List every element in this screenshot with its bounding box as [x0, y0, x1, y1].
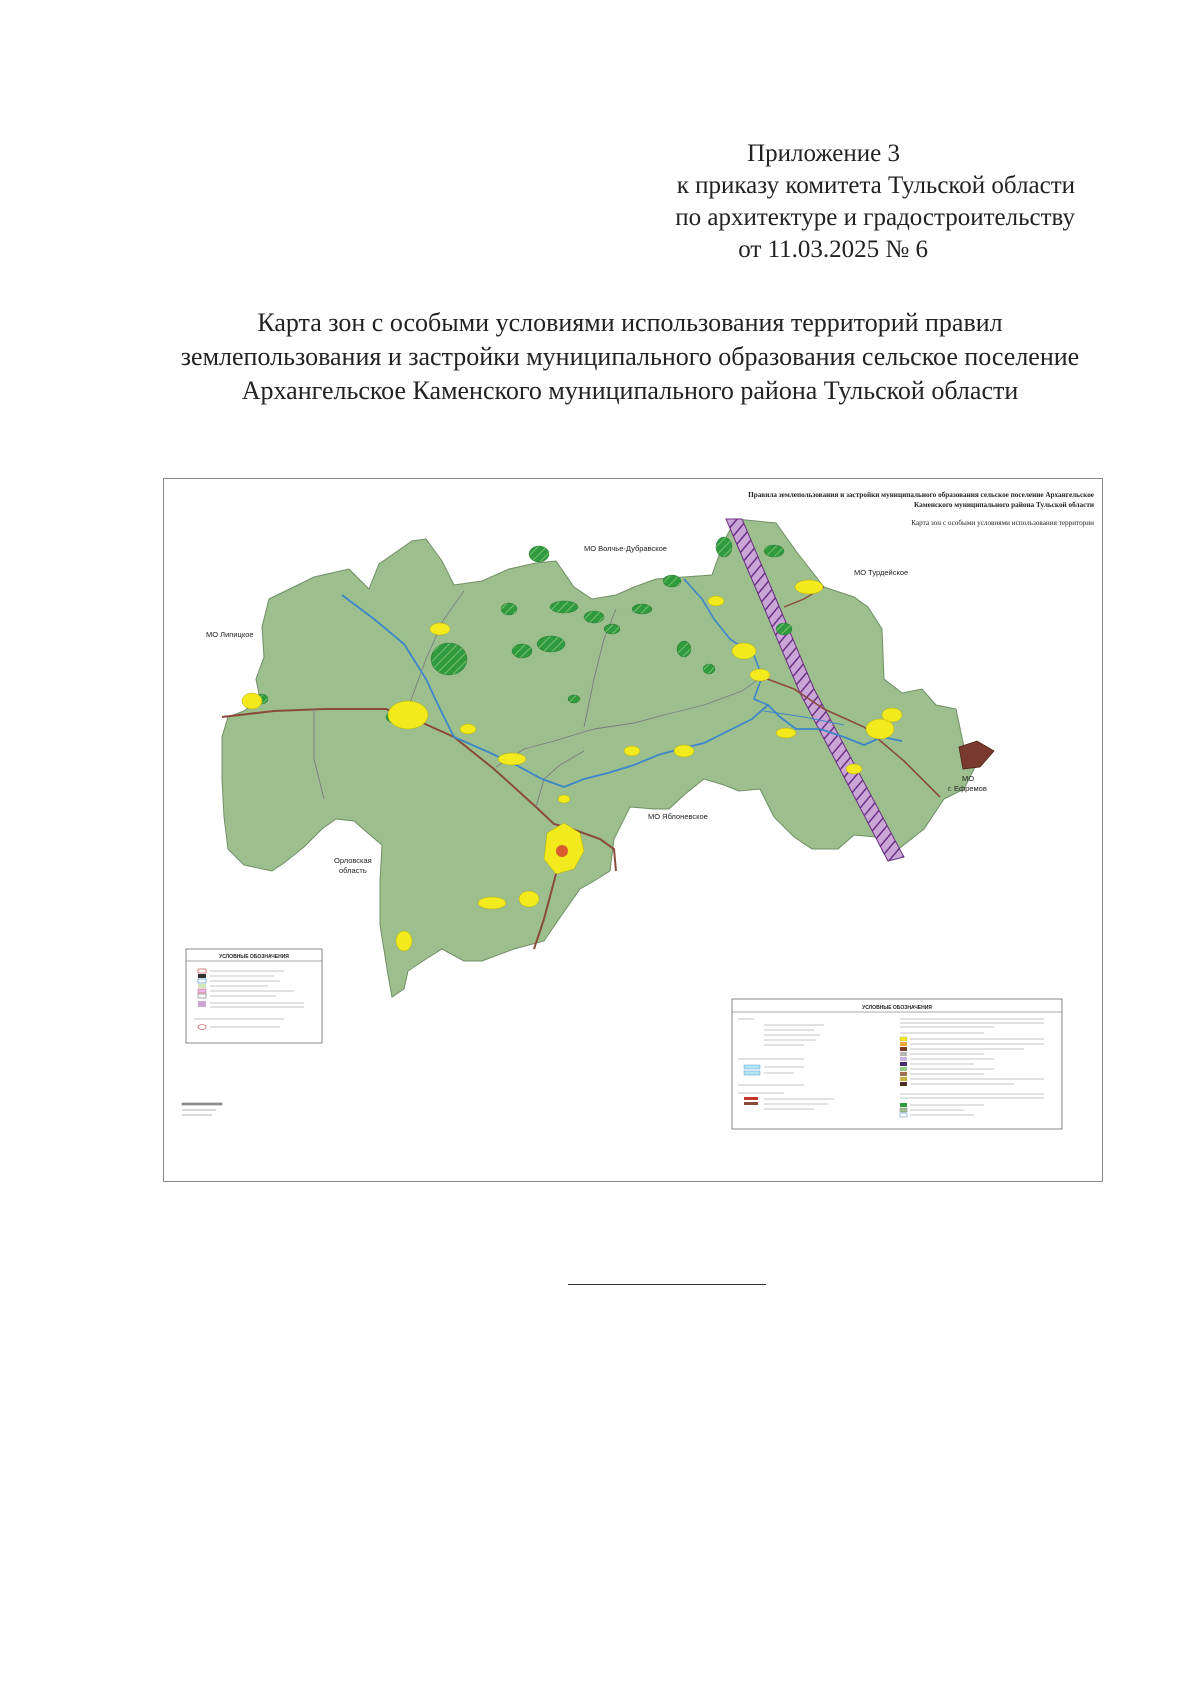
- map-header-line2: Каменского муниципального района Тульской области: [914, 501, 1094, 509]
- central-settlement-core: [556, 845, 568, 857]
- zoning-map: [163, 478, 1103, 1182]
- map-header-line1: Правила землепользования и застройки муниципального образования сельское поселение Архангельское: [748, 491, 1094, 499]
- legend-right: [732, 999, 1062, 1129]
- document-title: Карта зон с особыми условиями использования территорий правил землепользования и застройки муниципального образования сельское поселение Архангельское Каменского муниципального района Тульской области: [180, 308, 1080, 405]
- label-lipitskoe: МО Липицкое: [206, 630, 254, 639]
- label-efremov-city: г. Ефремов: [948, 784, 987, 793]
- appendix-header: [515, 138, 1075, 266]
- legend-left: [186, 949, 322, 1043]
- separator-line: [568, 1284, 766, 1285]
- territory-polygon: [222, 519, 976, 997]
- map-canvas: [164, 479, 1102, 1181]
- appendix-number: Приложение 3: [747, 140, 900, 167]
- appendix-order: к приказу комитета Тульской области: [676, 172, 1075, 199]
- appendix-date: от 11.03.2025 № 6: [738, 236, 928, 263]
- legend-right-title: УСЛОВНЫЕ ОБОЗНАЧЕНИЯ: [862, 1005, 932, 1011]
- label-efremov-mo: МО: [962, 774, 975, 783]
- legend-left-title: УСЛОВНЫЕ ОБОЗНАЧЕНИЯ: [219, 954, 289, 960]
- appendix-committee: по архитектуре и градостроительству: [675, 204, 1075, 231]
- label-orlovskaya-2: область: [339, 866, 367, 875]
- label-volchye: МО Волчье-Дубравское: [584, 544, 667, 553]
- label-orlovskaya-1: Орловская: [334, 856, 372, 865]
- label-turdeyskoe: МО Турдейское: [854, 568, 909, 577]
- map-subheader: Карта зон с особыми условиями использования территории: [911, 519, 1094, 527]
- efremov-plot: [959, 741, 994, 769]
- scale-bar: [182, 1103, 222, 1115]
- label-yablonevskoe: МО Яблоневское: [648, 812, 708, 821]
